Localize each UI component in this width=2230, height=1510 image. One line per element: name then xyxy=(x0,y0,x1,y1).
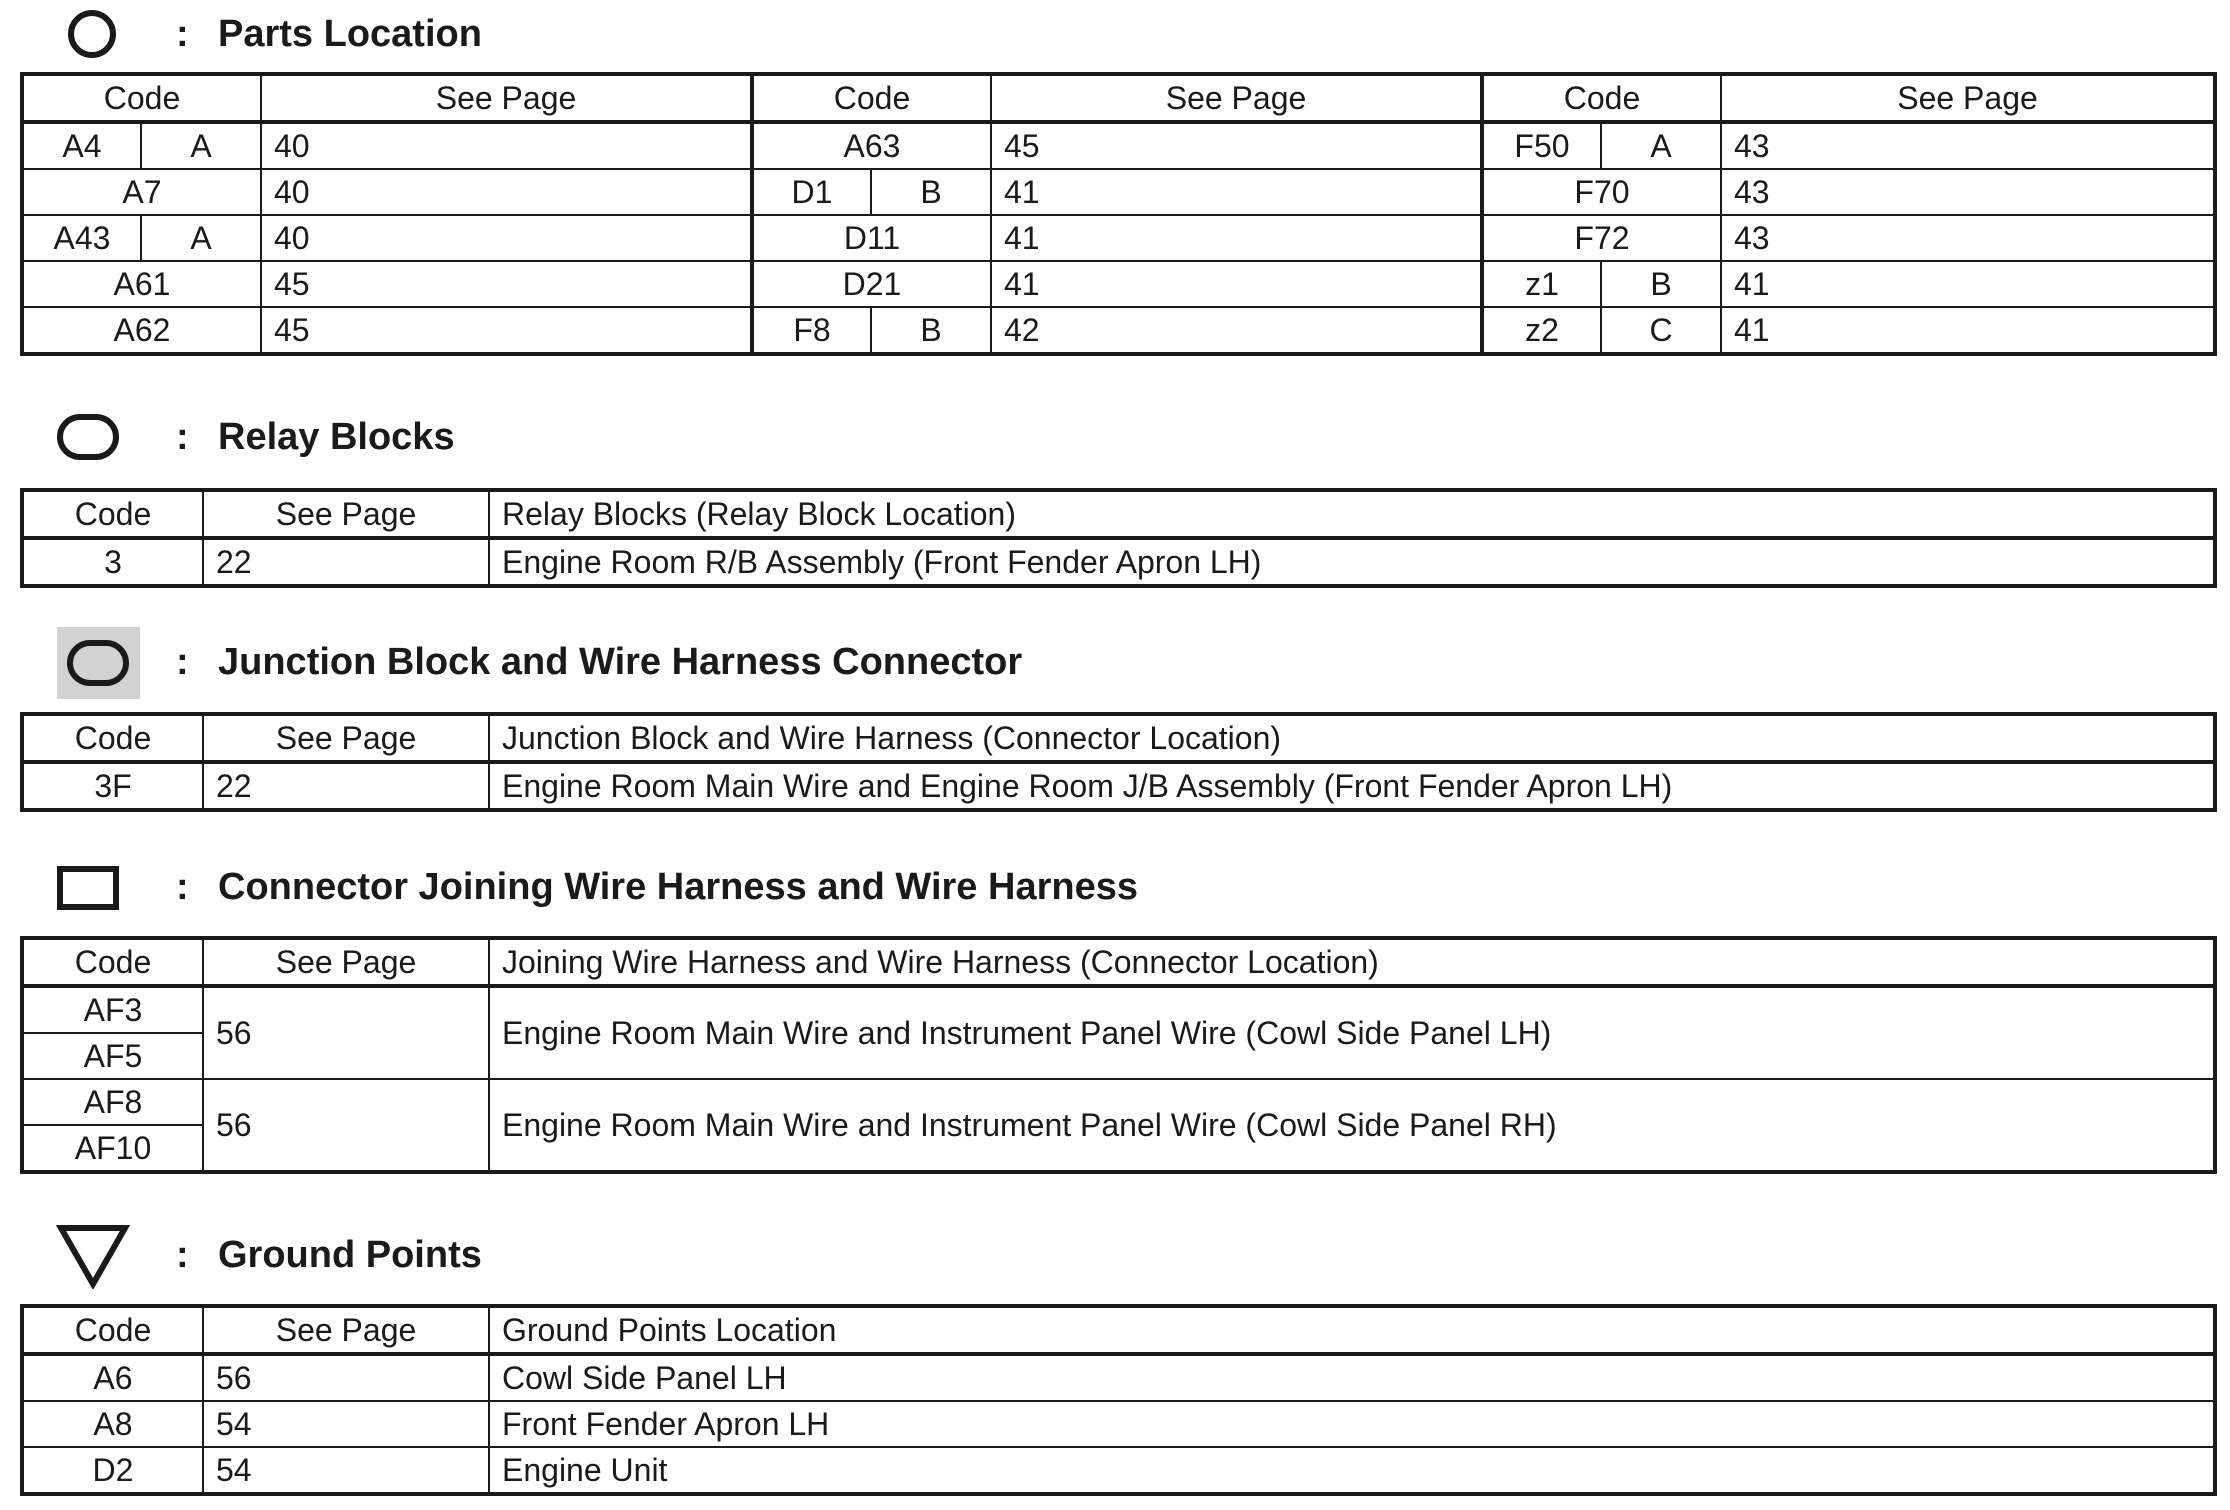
relay-blocks-heading xyxy=(0,397,1600,477)
page-cell: 42 xyxy=(991,307,1482,354)
description-cell: Engine Unit xyxy=(489,1447,2215,1494)
header-see-page: See Page xyxy=(1721,74,2215,122)
code-cell: F8 xyxy=(752,307,871,354)
description-cell: Engine Room R/B Assembly (Front Fender Apron LH) xyxy=(489,538,2215,586)
heading-colon: : xyxy=(176,641,189,683)
code-cell: A8 xyxy=(22,1401,203,1447)
header-description: Joining Wire Harness and Wire Harness (Connector Location) xyxy=(489,938,2215,986)
code-cell: A4 xyxy=(22,122,141,169)
page-cell: 45 xyxy=(991,122,1482,169)
parts-location-heading xyxy=(0,0,1600,74)
page-cell: 56 xyxy=(203,986,489,1079)
description-cell: Engine Room Main Wire and Engine Room J/B Assembly (Front Fender Apron LH) xyxy=(489,762,2215,810)
header-code: Code xyxy=(22,938,203,986)
section-title: Junction Block and Wire Harness Connector xyxy=(218,641,1023,683)
table-row xyxy=(22,1354,2215,1401)
table-row xyxy=(22,1447,2215,1494)
code-cell: AF3 xyxy=(22,986,203,1033)
page-cell: 43 xyxy=(1721,169,2215,215)
code-cell: F72 xyxy=(1482,215,1721,261)
code-cell: D1 xyxy=(752,169,871,215)
page-cell: 45 xyxy=(261,261,752,307)
page-cell: 41 xyxy=(991,169,1482,215)
code-cell: D11 xyxy=(752,215,991,261)
connector-joining-heading xyxy=(0,847,1600,927)
code-cell: z2 xyxy=(1482,307,1601,354)
shaded-oval-icon xyxy=(66,638,130,688)
code-cell: AF10 xyxy=(22,1125,203,1172)
page-cell: 40 xyxy=(261,122,752,169)
code-cell: z1 xyxy=(1482,261,1601,307)
header-see-page: See Page xyxy=(203,714,489,762)
header-code: Code xyxy=(22,1306,203,1354)
sub-cell: B xyxy=(1601,261,1721,307)
description-cell: Engine Room Main Wire and Instrument Panel Wire (Cowl Side Panel RH) xyxy=(489,1079,2215,1172)
triangle-down-icon xyxy=(56,1223,130,1289)
header-code: Code xyxy=(22,490,203,538)
page-cell: 22 xyxy=(203,538,489,586)
heading-colon: : xyxy=(176,866,189,908)
table-row xyxy=(22,986,2215,1033)
code-cell: A7 xyxy=(22,169,261,215)
description-cell: Front Fender Apron LH xyxy=(489,1401,2215,1447)
header-description: Ground Points Location xyxy=(489,1306,2215,1354)
code-cell: F50 xyxy=(1482,122,1601,169)
header-see-page: See Page xyxy=(203,938,489,986)
table-header-row xyxy=(22,1306,2215,1354)
header-code: Code xyxy=(22,74,261,122)
section-title: Relay Blocks xyxy=(218,416,455,458)
table-row xyxy=(22,1401,2215,1447)
sub-cell: B xyxy=(871,169,991,215)
header-see-page: See Page xyxy=(261,74,752,122)
page-cell: 54 xyxy=(203,1447,489,1494)
table-row xyxy=(22,762,2215,810)
header-code: Code xyxy=(22,714,203,762)
section-title: Connector Joining Wire Harness and Wire Harness xyxy=(218,866,1138,908)
code-cell: A6 xyxy=(22,1354,203,1401)
sub-cell: A xyxy=(141,122,261,169)
section-title: Ground Points xyxy=(218,1234,482,1276)
rectangle-icon xyxy=(56,865,120,911)
header-description: Junction Block and Wire Harness (Connector Location) xyxy=(489,714,2215,762)
page-cell: 41 xyxy=(1721,261,2215,307)
page-cell: 56 xyxy=(203,1079,489,1172)
sub-cell: C xyxy=(1601,307,1721,354)
table-row xyxy=(22,169,2215,215)
code-cell: F70 xyxy=(1482,169,1721,215)
page-cell: 56 xyxy=(203,1354,489,1401)
header-code: Code xyxy=(1482,74,1721,122)
table-row xyxy=(22,215,2215,261)
table-row xyxy=(22,122,2215,169)
code-cell: 3F xyxy=(22,762,203,810)
header-see-page: See Page xyxy=(991,74,1482,122)
header-code: Code xyxy=(752,74,991,122)
code-cell: D21 xyxy=(752,261,991,307)
header-description: Relay Blocks (Relay Block Location) xyxy=(489,490,2215,538)
page-cell: 22 xyxy=(203,762,489,810)
table-header-row xyxy=(22,938,2215,986)
page-cell: 43 xyxy=(1721,215,2215,261)
junction-block-heading xyxy=(0,622,1600,702)
table-row xyxy=(22,307,2215,354)
sub-cell: A xyxy=(1601,122,1721,169)
table-header-row xyxy=(22,74,2215,122)
header-see-page: See Page xyxy=(203,490,489,538)
table-row xyxy=(22,1079,2215,1125)
junction-block-table xyxy=(20,712,2217,812)
parts-location-table xyxy=(20,72,2217,356)
table-row xyxy=(22,261,2215,307)
relay-blocks-table xyxy=(20,488,2217,588)
table-header-row xyxy=(22,490,2215,538)
code-cell: A63 xyxy=(752,122,991,169)
code-cell: A43 xyxy=(22,215,141,261)
code-cell: A62 xyxy=(22,307,261,354)
code-cell: 3 xyxy=(22,538,203,586)
table-header-row xyxy=(22,714,2215,762)
section-title: Parts Location xyxy=(218,13,482,55)
page-cell: 41 xyxy=(1721,307,2215,354)
heading-colon: : xyxy=(176,1234,189,1276)
heading-colon: : xyxy=(176,416,189,458)
ground-points-table xyxy=(20,1304,2217,1496)
rounded-oval-icon xyxy=(56,412,120,462)
description-cell: Cowl Side Panel LH xyxy=(489,1354,2215,1401)
code-cell: A61 xyxy=(22,261,261,307)
header-see-page: See Page xyxy=(203,1306,489,1354)
code-cell: AF8 xyxy=(22,1079,203,1125)
page-cell: 54 xyxy=(203,1401,489,1447)
page-cell: 40 xyxy=(261,215,752,261)
page-cell: 41 xyxy=(991,261,1482,307)
page-cell: 41 xyxy=(991,215,1482,261)
heading-colon: : xyxy=(176,13,189,55)
page-cell: 45 xyxy=(261,307,752,354)
table-row xyxy=(22,538,2215,586)
sub-cell: B xyxy=(871,307,991,354)
ground-points-heading xyxy=(0,1215,1600,1295)
page-cell: 43 xyxy=(1721,122,2215,169)
code-cell: D2 xyxy=(22,1447,203,1494)
circle-icon xyxy=(66,8,118,60)
code-cell: AF5 xyxy=(22,1033,203,1079)
page-cell: 40 xyxy=(261,169,752,215)
description-cell: Engine Room Main Wire and Instrument Panel Wire (Cowl Side Panel LH) xyxy=(489,986,2215,1079)
connector-joining-table xyxy=(20,936,2217,1174)
sub-cell: A xyxy=(141,215,261,261)
